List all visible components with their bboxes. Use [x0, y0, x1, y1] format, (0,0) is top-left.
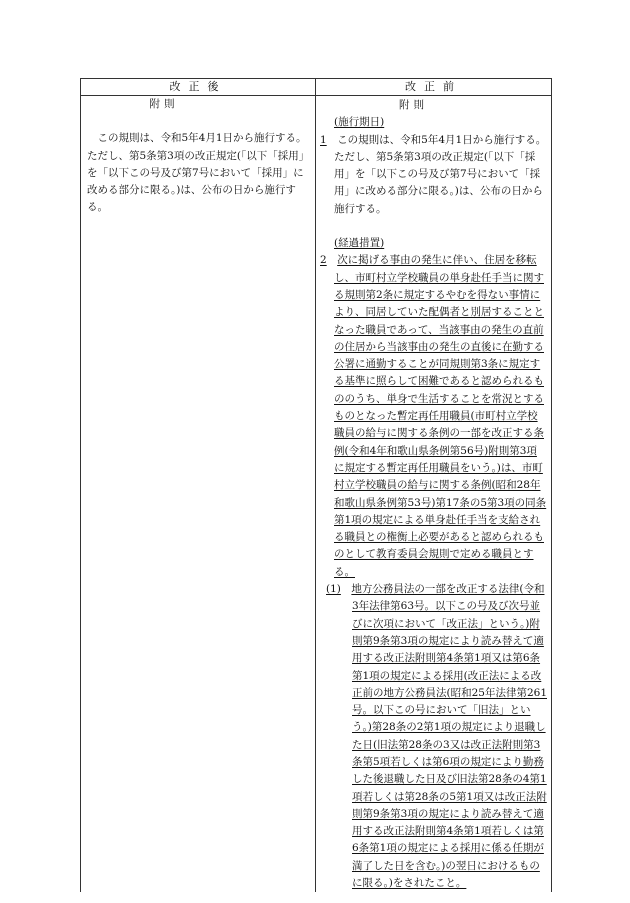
paragraph-1	[320, 132, 547, 218]
before-column	[316, 96, 552, 893]
caption-transitional: (経過措置)	[334, 237, 385, 250]
paragraph-2-text: 次に掲げる事由の発生に伴い、住居を移転し、市町村立学校職員の単身赴任手当に関する規則第2条に規定するやむを得ない事情により、同居していた配偶者と別居することとなった職員であって、当該事由の発生の直前の住居から当該事由の発生の直後に在勤する公署に通勤することが同規則第3条に規定する基準に照らして困難であると認められるもののうち、単身で生活することを常況とするものとなった暫定再任用職員(市町村立学校職員の給与に関する条例の一部を改正する条例(令和4年和歌山県条例第56号)附則第3項に規定する暫定再任用職員をいう。)は、市町村立学校職員の給与に関する条例(昭和28年和歌山県条例第53号)第17条の5第3項の同条第1項の規定による単身赴任手当を支給される職員との権衡上必要があると認められるものとして教育委員会規則で定める職員とする。	[334, 254, 547, 578]
caption-effective-date: (施行期日)	[334, 116, 385, 129]
before-heading: 附則	[399, 99, 428, 111]
item-1-number: (1)	[326, 583, 341, 596]
paragraph-1-number: 1	[320, 133, 327, 146]
item-1-text: 地方公務員法の一部を改正する法律(令和3年法律第63号。以下この号及び次号並びに次項において「改正法」という。)附則第9条第3項の規定により読み替えて適用する改正法附則第4条第1項又は第6条第1項の規定による採用(改正法による改正前の地方公務員法(昭和25年法律第261号。以下この号において「旧法」という。)第28条の2第1項の規定により退職した日(旧法第28条の3又は改正法附則第3条第5項若しくは第6項の規定により勤務した後退職した日及び旧法第28条の4第1項若しくは第28条の5第1項又は改正法附則第9条第3項の規定により読み替えて適用する改正法附則第4条第1項若しくは第6条第1項の規定による採用に係る任期が満了した日を含む。)の翌日におけるものに限る。)をされたこと。	[351, 583, 547, 890]
header-before: 改正前	[316, 79, 552, 96]
header-after: 改正後	[81, 79, 316, 96]
paragraph-2	[320, 252, 547, 581]
after-heading: 附則	[149, 98, 179, 110]
item-1	[320, 581, 547, 892]
comparison-table	[80, 78, 552, 892]
paragraph-1-text: この規則は、令和5年4月1日から施行する。ただし、第5条第3項の改正規定(「以下「採用」を「以下この号及び第7号において「採用」に改める部分に限る。)は、公布の日から施行する。	[334, 133, 547, 215]
paragraph-2-number: 2	[320, 254, 327, 267]
after-text: この規則は、令和5年4月1日から施行する。ただし、第5条第3項の改正規定(「以下「採用」を「以下この号及び第7号において「採用」に改める部分に限る。)は、公布の日から施行する。	[87, 132, 310, 214]
after-column	[81, 96, 316, 893]
